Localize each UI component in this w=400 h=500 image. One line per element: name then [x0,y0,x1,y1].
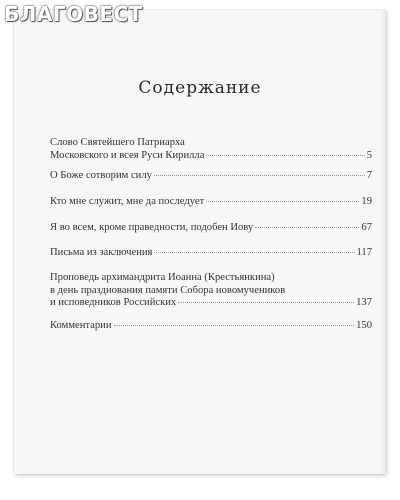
toc-page-number: 67 [361,222,372,233]
toc-entry-text: в день празднования памяти Собора новомучеников [50,284,286,296]
toc-entry [50,170,372,183]
dot-leader [255,227,359,228]
toc-entry-text: Я во всем, кроме праведности, подобен Иову [50,222,254,233]
toc-entry-text: О Боже сотворим силу [50,170,152,181]
store-watermark: БЛАГОВЕСТ [4,2,143,26]
dot-leader [154,252,354,253]
toc-entry-text: Московского и всея Руси Кирилла [50,149,205,161]
toc-entry-text: Слово Святейшего Патриарха [50,137,185,148]
toc-page-number: 150 [356,320,372,331]
toc-entry-text: Проповедь архимандрита Иоанна (Крестьянкина) [50,272,275,283]
dot-leader [154,175,365,176]
dot-leader [206,201,359,202]
dot-leader [206,155,364,156]
dot-leader [114,325,355,326]
toc-entry [50,137,372,162]
page-title: Содержание [138,78,262,98]
toc-entry [50,222,372,235]
toc-page-number: 5 [366,149,372,161]
toc-entry [50,247,372,260]
toc-entry-text: и исповедников Российских [50,297,177,308]
book-page [14,10,386,474]
toc-entry [50,320,372,333]
toc-entry-text: Комментарии [50,320,112,331]
toc-page-number: 7 [366,170,372,181]
toc-entry [50,272,372,310]
toc-entry-text: Кто мне служит, мне да последует [50,196,205,207]
toc-entry-text: Письма из заключения [50,247,153,258]
dot-leader [178,302,354,303]
toc-page-number: 117 [356,247,372,258]
toc-page-number: 137 [356,297,372,308]
toc-entry [50,196,372,209]
toc-page-number: 19 [361,196,372,207]
